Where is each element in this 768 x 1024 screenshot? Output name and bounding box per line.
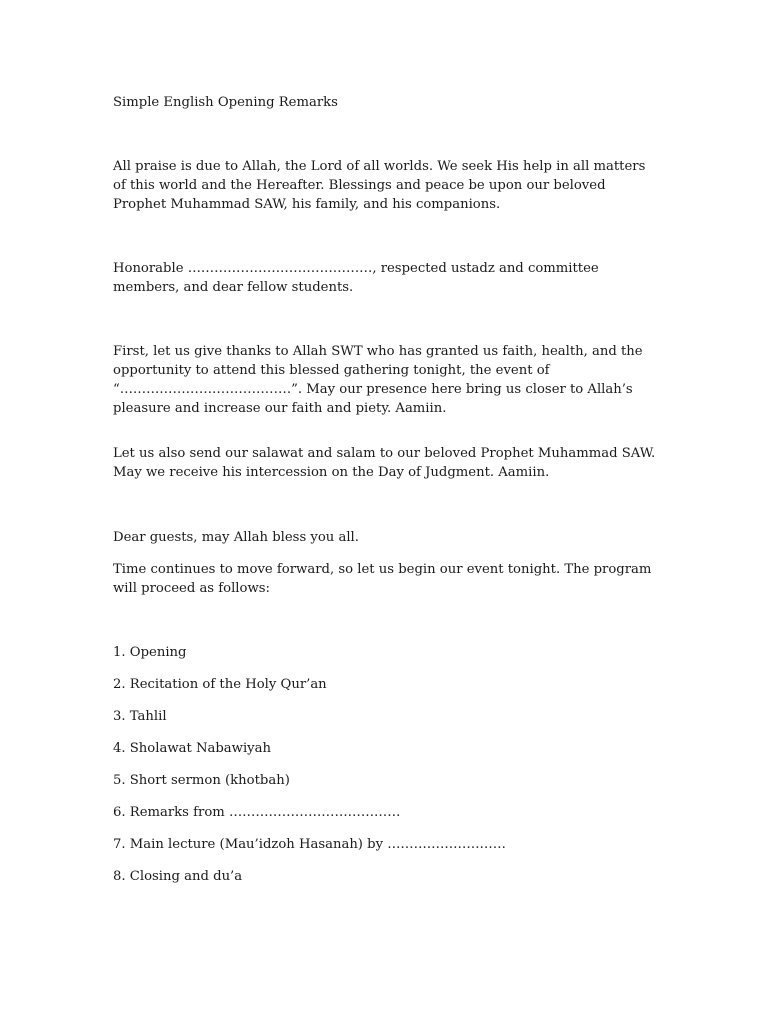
program-item-recitation: 2. Recitation of the Holy Qur’an [113, 677, 327, 692]
program-item-closing: 8. Closing and du’a [113, 869, 243, 884]
program-item-tahlil: 3. Tahlil [113, 709, 167, 724]
program-item-lecture: 7. Main lecture (Mau’idzoh Hasanah) by ……………………… [113, 837, 506, 852]
paragraph-greeting: Honorable ……………………………………, respected ustadz and committee members, and dear fellow students. [113, 261, 599, 295]
paragraph-thanks: First, let us give thanks to Allah SWT who has granted us faith, health, and the opportunity to attend this blessed gathering tonight, the event of “…………………………………”. May our presence here bring us closer to Allah’s pleasure and increase our faith and piety. Aamiin. [113, 344, 643, 416]
paragraph-guests: Dear guests, may Allah bless you all. [113, 530, 359, 545]
program-list [113, 643, 658, 899]
document-title: Simple English Opening Remarks [113, 95, 338, 110]
paragraph-salawat: Let us also send our salawat and salam to our beloved Prophet Muhammad SAW. May we receive his intercession on the Day of Judgment. Aamiin. [113, 446, 656, 480]
program-item-sermon: 5. Short sermon (khotbah) [113, 773, 290, 788]
program-item-sholawat: 4. Sholawat Nabawiyah [113, 741, 271, 756]
paragraph-program-intro: Time continues to move forward, so let us begin our event tonight. The program will proceed as follows: [113, 562, 652, 596]
program-item-remarks: 6. Remarks from ………………………………… [113, 805, 401, 820]
program-item-opening: 1. Opening [113, 645, 187, 660]
paragraph-praise: All praise is due to Allah, the Lord of all worlds. We seek His help in all matters of this world and the Hereafter. Blessings and peace be upon our beloved Prophet Muhammad SAW, his family, and his companions. [113, 159, 646, 212]
